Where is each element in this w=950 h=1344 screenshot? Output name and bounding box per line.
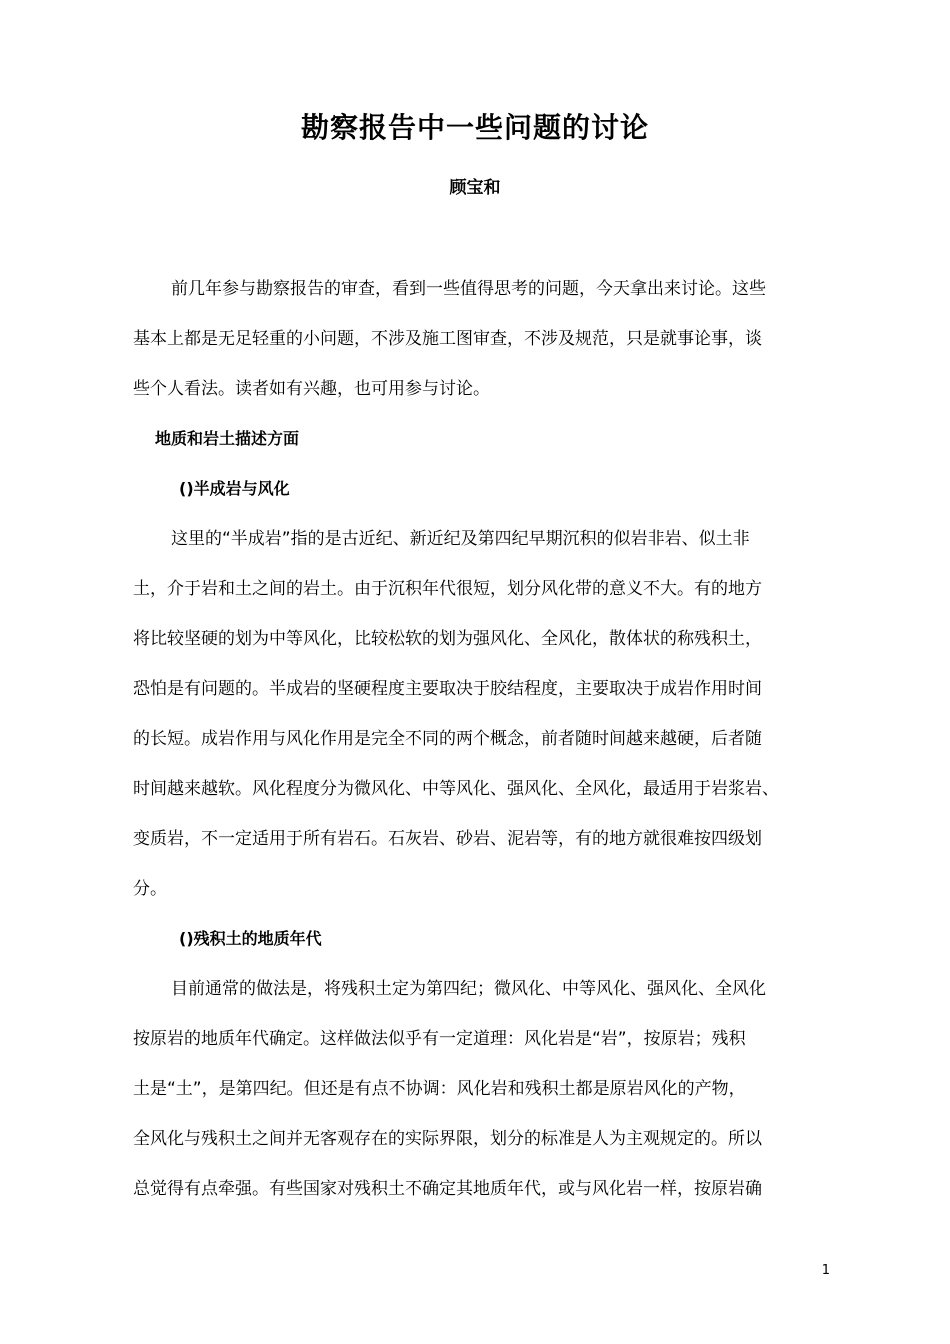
paragraph-line: 的长短。成岩作用与风化作用是完全不同的两个概念，前者随时间越来越硬，后者随: [133, 729, 762, 749]
paragraph-line: 前几年参与勘察报告的审查，看到一些值得思考的问题，今天拿出来讨论。这些: [171, 279, 766, 299]
section-heading: 地质和岩土描述方面: [155, 429, 300, 448]
paragraph-line: 将比较坚硬的划为中等风化，比较松软的划为强风化、全风化，散体状的称残积土，: [133, 629, 762, 649]
paragraph-line: 恐怕是有问题的。半成岩的坚硬程度主要取决于胶结程度，主要取决于成岩作用时间: [133, 679, 762, 699]
paragraph-line: 目前通常的做法是，将残积土定为第四纪；微风化、中等风化、强风化、全风化: [171, 979, 766, 999]
paragraph-line: 全风化与残积土之间并无客观存在的实际界限，划分的标准是人为主观规定的。所以: [133, 1129, 762, 1149]
document-author: 顾宝和: [449, 178, 501, 198]
paragraph-line: 分。: [133, 879, 167, 899]
page-number: 1: [821, 1263, 830, 1278]
paragraph-line: 按原岩的地质年代确定。这样做法似乎有一定道理：风化岩是“岩”，按原岩；残积: [133, 1029, 746, 1049]
subsection-heading: ()半成岩与风化: [179, 479, 290, 498]
paragraph-line: 变质岩，不一定适用于所有岩石。石灰岩、砂岩、泥岩等，有的地方就很难按四级划: [133, 829, 762, 849]
paragraph-line: 基本上都是无足轻重的小问题，不涉及施工图审查，不涉及规范，只是就事论事，谈: [133, 329, 762, 349]
paragraph-semi-rock: [133, 514, 807, 914]
document-title: 勘察报告中一些问题的讨论: [300, 111, 649, 144]
paragraph-line: 时间越来越软。风化程度分为微风化、中等风化、强风化、全风化，最适用于岩浆岩、: [133, 779, 779, 799]
subsection-heading: ()残积土的地质年代: [179, 929, 322, 948]
paragraph-intro: [133, 264, 807, 414]
paragraph-line: 总觉得有点牵强。有些国家对残积土不确定其地质年代，或与风化岩一样，按原岩确: [133, 1179, 762, 1199]
paragraph-residual-soil: [133, 964, 807, 1214]
paragraph-line: 这里的“半成岩”指的是古近纪、新近纪及第四纪早期沉积的似岩非岩、似土非: [171, 529, 750, 549]
paragraph-line: 土，介于岩和土之间的岩土。由于沉积年代很短，划分风化带的意义不大。有的地方: [133, 579, 762, 599]
paragraph-line: 些个人看法。读者如有兴趣，也可用参与讨论。: [133, 379, 490, 399]
document-body: [133, 264, 807, 1214]
paragraph-line: 土是“土”，是第四纪。但还是有点不协调：风化岩和残积土都是原岩风化的产物，: [133, 1079, 746, 1099]
